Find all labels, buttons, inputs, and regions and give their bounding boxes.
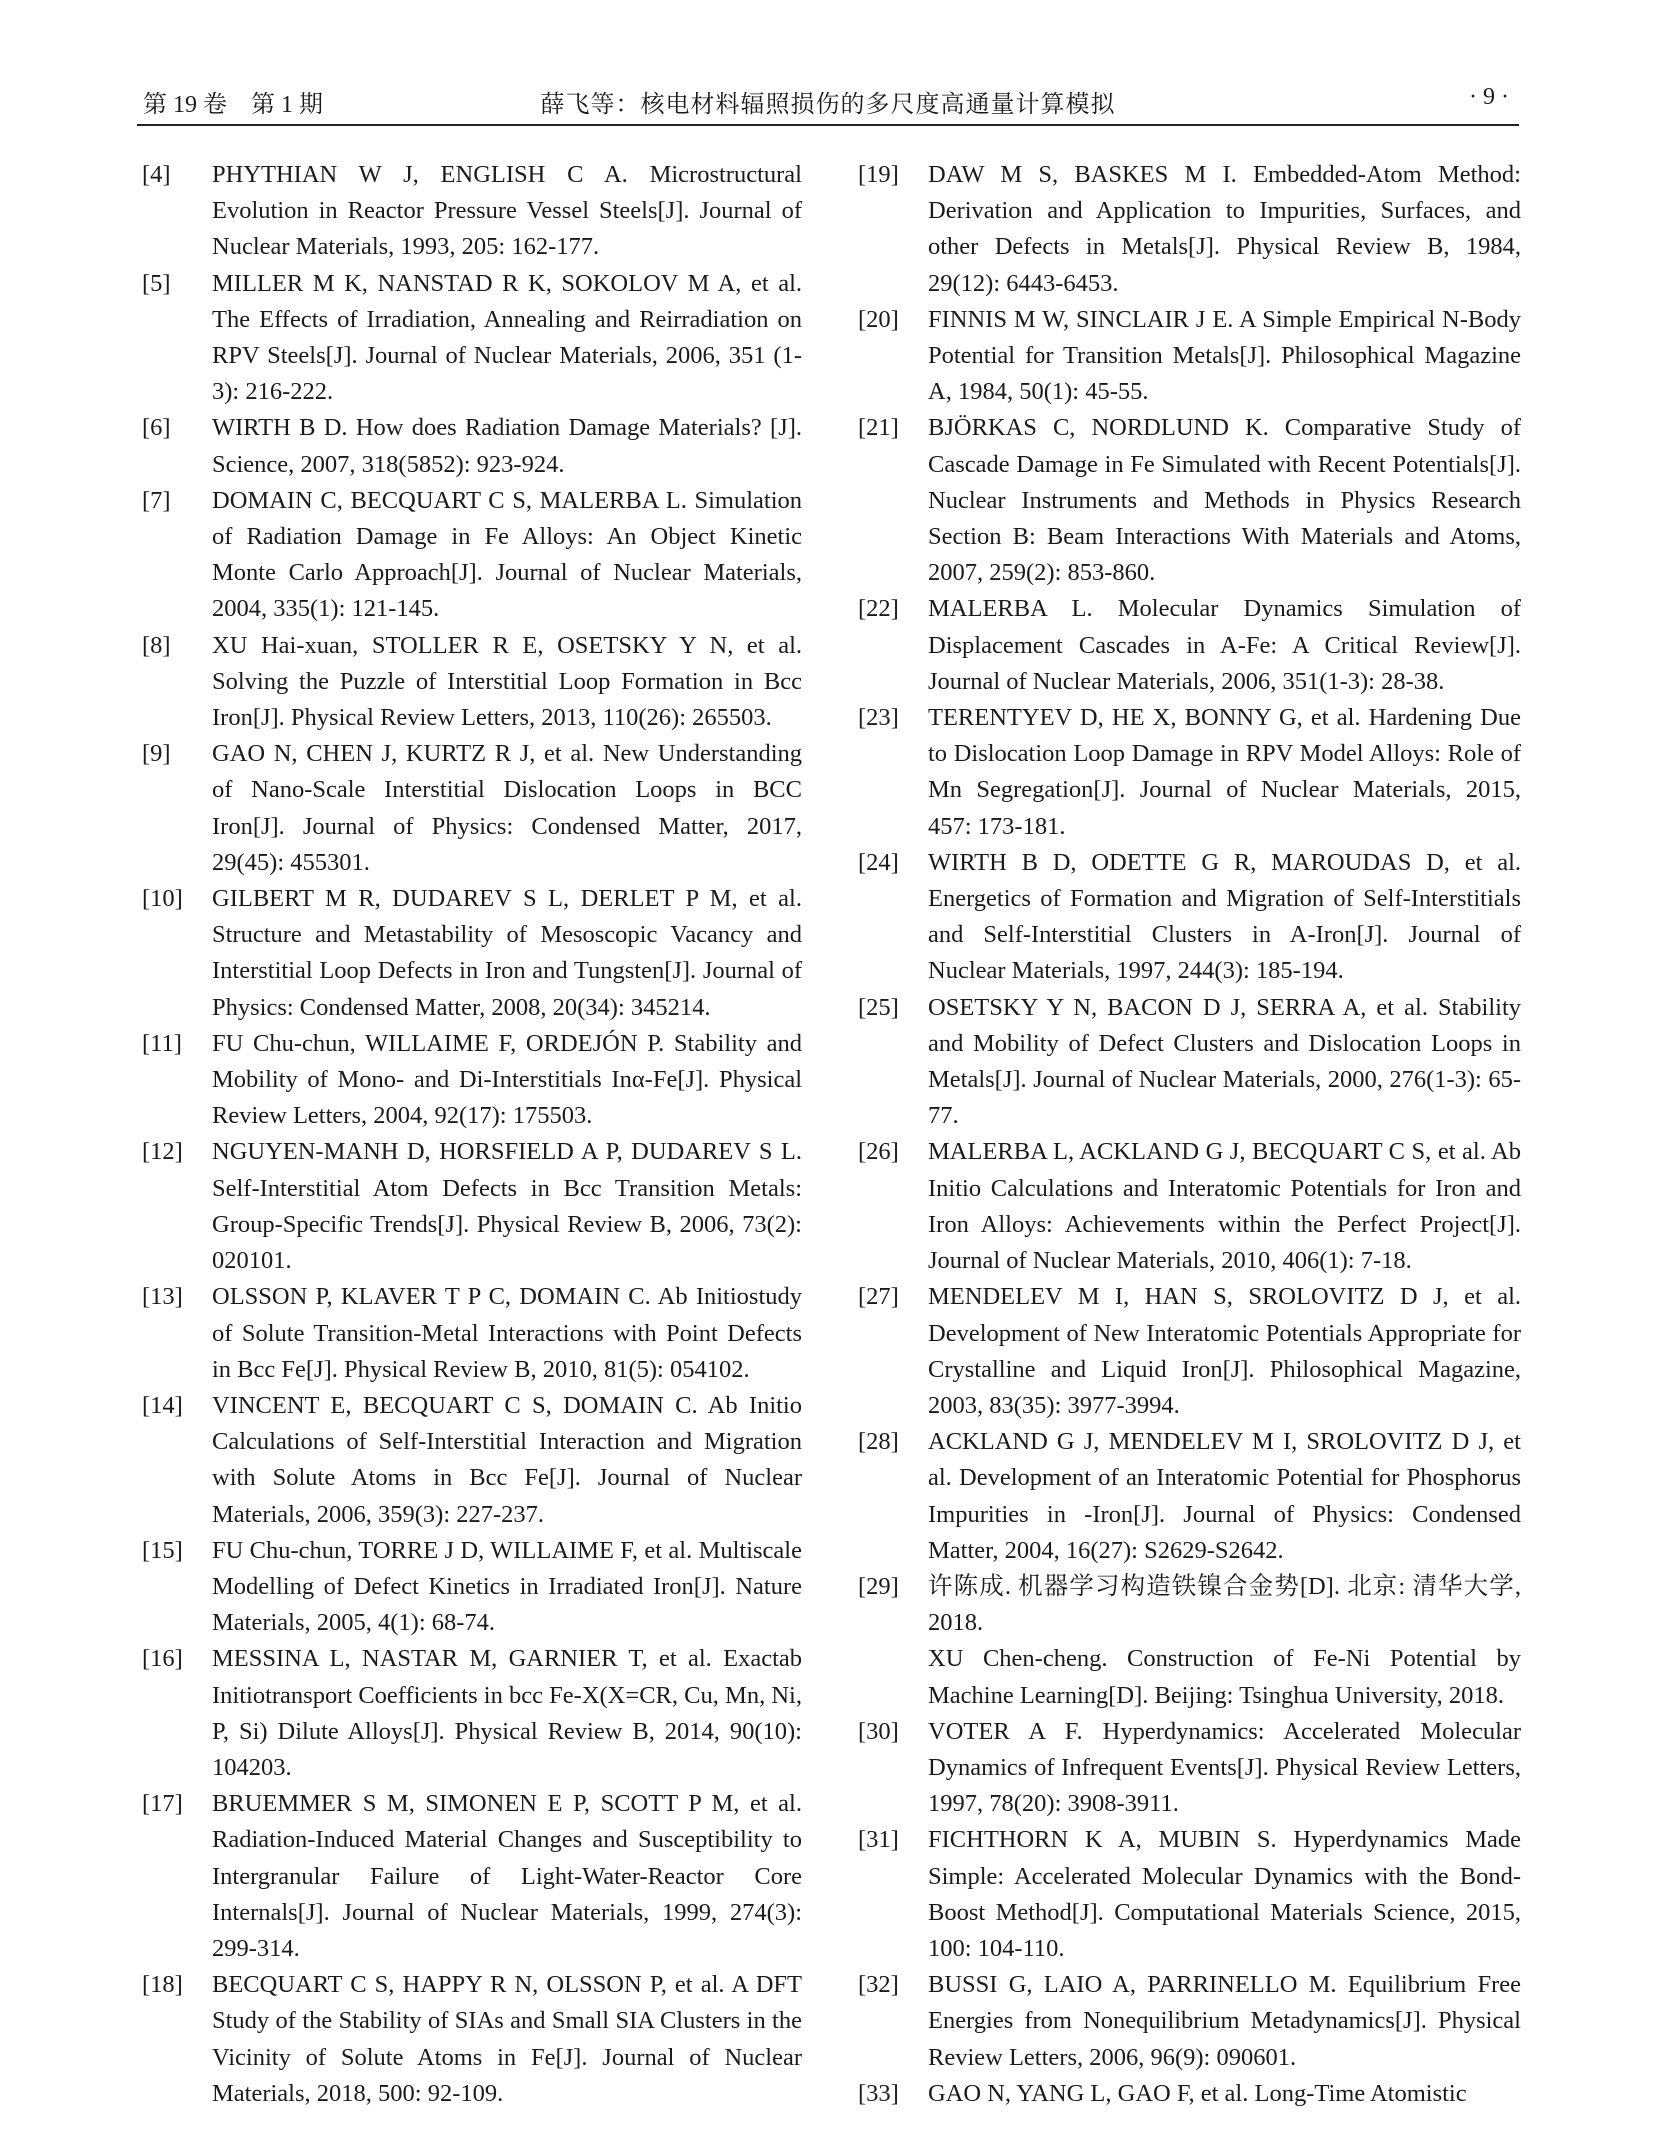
reference-number: [5] (142, 269, 171, 297)
reference-text: GILBERT M R, DUDAREV S L, DERLET P M, et al. Structure and Metastability of Mesoscopic Vacancy and Interstitial Loop Defects in Iron and Tungsten[J]. Journal of Physics: Condensed Matter, 2008, 20(34): 345214. (212, 885, 802, 1021)
reference-number: [29] (858, 1572, 899, 1600)
reference-number: [7] (142, 486, 171, 514)
reference-item (142, 1641, 802, 1786)
reference-number: [25] (858, 993, 899, 1021)
reference-text: XU Hai-xuan, STOLLER R E, OSETSKY Y N, et al. Solving the Puzzle of Interstitial Loop Formation in Bcc Iron[J]. Physical Review Letters, 2013, 110(26): 265503. (212, 631, 802, 732)
reference-item (142, 1279, 802, 1388)
reference-number: [4] (142, 161, 171, 188)
reference-number: [27] (858, 1283, 899, 1311)
reference-text: DAW M S, BASKES M I. Embedded-Atom Method: Derivation and Application to Impurities, Surfaces, and other Defects in Metals[J]. Physical Review B, 1984, 29(12): 6443-6453. (928, 161, 1521, 297)
reference-number: [18] (142, 1971, 183, 1999)
reference-text: BJÖRKAS C, NORDLUND K. Comparative Study of Cascade Damage in Fe Simulated with Recent Potentials[J]. Nuclear Instruments and Methods in Physics Research Section B: Beam Interactions With Materials and Atoms, 2007, 259(2): 853-860. (928, 414, 1521, 587)
reference-item (142, 1967, 802, 2112)
reference-text: MALERBA L. Molecular Dynamics Simulation of Displacement Cascades in A-Fe: A Critical Review[J]. Journal of Nuclear Materials, 2006, 351(1-3): 28-38. (928, 595, 1521, 695)
reference-text: ACKLAND G J, MENDELEV M I, SROLOVITZ D J, et al. Development of an Interatomic Potential for Phosphorus Impurities in -Iron[J]. Journal of Physics: Condensed Matter, 2004, 16(27): S2629-S2642. (928, 1428, 1521, 1564)
reference-text: WIRTH B D. How does Radiation Damage Materials? [J]. Science, 2007, 318(5852): 923-924. (212, 414, 802, 478)
reference-number: [14] (142, 1391, 183, 1419)
reference-text: 许陈成. 机器学习构造铁镍合金势[D]. 北京: 清华大学, 2018. XU Chen-cheng. Construction of Fe-Ni Potential by Machine Learning[D]. Beijing: Tsinghua University, 2018. (928, 1572, 1521, 1709)
reference-text: FU Chu-chun, TORRE J D, WILLAIME F, et al. Multiscale Modelling of Defect Kinetics in Irradiated Iron[J]. Nature Materials, 2005, 4(1): 68-74. (212, 1536, 802, 1637)
reference-text: TERENTYEV D, HE X, BONNY G, et al. Hardening Due to Dislocation Loop Damage in RPV Model Alloys: Role of Mn Segregation[J]. Journal of Nuclear Materials, 2015, 457: 173-181. (928, 704, 1521, 840)
reference-text: VOTER A F. Hyperdynamics: Accelerated Molecular Dynamics of Infrequent Events[J]. Physical Review Letters, 1997, 78(20): 3908-3911. (928, 1717, 1521, 1818)
reference-item (142, 266, 802, 411)
volume-issue: 第 19 卷 第 1 期 (143, 92, 323, 118)
reference-item (142, 1533, 802, 1642)
reference-item (142, 483, 802, 628)
reference-text: PHYTHIAN W J, ENGLISH C A. Microstructural Evolution in Reactor Pressure Vessel Steels[J]. Journal of Nuclear Materials, 1993, 205: 162-177. (212, 161, 802, 261)
reference-item (142, 157, 802, 266)
reference-text: MALERBA L, ACKLAND G J, BECQUART C S, et al. Ab Initio Calculations and Interatomic Potentials for Iron and Iron Alloys: Achievements within the Perfect Project[J]. Journal of Nuclear Materials, 2010, 406(1): 7-18. (928, 1138, 1521, 1275)
reference-number: [12] (142, 1138, 183, 1166)
reference-item (858, 1279, 1521, 1424)
reference-text: FICHTHORN K A, MUBIN S. Hyperdynamics Made Simple: Accelerated Molecular Dynamics with the Bond-Boost Method[J]. Computational Materials Science, 2015, 100: 104-110. (928, 1826, 1521, 1962)
reference-item (142, 1786, 802, 1967)
reference-number: [13] (142, 1283, 183, 1311)
reference-text: BUSSI G, LAIO A, PARRINELLO M. Equilibrium Free Energies from Nonequilibrium Metadynamics[J]. Physical Review Letters, 2006, 96(9): 090601. (928, 1971, 1521, 2071)
reference-text: GAO N, CHEN J, KURTZ R J, et al. New Understanding of Nano-Scale Interstitial Dislocation Loops in BCC Iron[J]. Journal of Physics: Condensed Matter, 2017, 29(45): 455301. (212, 740, 802, 876)
references-right-column (858, 157, 1521, 2112)
reference-text: FU Chu-chun, WILLAIME F, ORDEJÓN P. Stability and Mobility of Mono- and Di-Interstitials Inα-Fe[J]. Physical Review Letters, 2004, 92(17): 175503. (212, 1029, 802, 1130)
reference-item (142, 628, 802, 737)
reference-item (858, 1424, 1521, 1569)
reference-number: [22] (858, 595, 899, 623)
reference-number: [6] (142, 414, 171, 442)
reference-number: [23] (858, 704, 899, 732)
reference-number: [33] (858, 2079, 899, 2107)
reference-text: OLSSON P, KLAVER T P C, DOMAIN C. Ab Initiostudy of Solute Transition-Metal Interactions with Point Defects in Bcc Fe[J]. Physical Review B, 2010, 81(5): 054102. (212, 1283, 802, 1383)
reference-item (858, 591, 1521, 700)
reference-text: MESSINA L, NASTAR M, GARNIER T, et al. Exactab Initiotransport Coefficients in bcc Fe-X(X=CR, Cu, Mn, Ni, P, Si) Dilute Alloys[J]. Physical Review B, 2014, 90(10): 104203. (212, 1645, 802, 1781)
header-rule (137, 124, 1519, 126)
reference-item (858, 302, 1521, 411)
reference-number: [19] (858, 161, 899, 188)
reference-item (858, 1569, 1521, 1714)
reference-item (142, 1134, 802, 1279)
reference-item (142, 1026, 802, 1135)
reference-text: MILLER M K, NANSTAD R K, SOKOLOV M A, et al. The Effects of Irradiation, Annealing and Reirradiation on RPV Steels[J]. Journal of Nuclear Materials, 2006, 351 (1-3): 216-222. (212, 269, 802, 406)
reference-text: BRUEMMER S M, SIMONEN E P, SCOTT P M, et al. Radiation-Induced Material Changes and Susceptibility to Intergranular Failure of Light-Water-Reactor Core Internals[J]. Journal of Nuclear Materials, 1999, 274(3): 299-314. (212, 1790, 802, 1962)
reference-text: NGUYEN-MANH D, HORSFIELD A P, DUDAREV S L. Self-Interstitial Atom Defects in Bcc Transition Metals: Group-Specific Trends[J]. Physical Review B, 2006, 73(2): 020101. (212, 1138, 802, 1275)
running-header (137, 84, 1519, 124)
reference-number: [20] (858, 305, 899, 333)
reference-text: MENDELEV M I, HAN S, SROLOVITZ D J, et al. Development of New Interatomic Potentials Appropriate for Crystalline and Liquid Iron[J]. Philosophical Magazine, 2003, 83(35): 3977-3994. (928, 1283, 1521, 1419)
reference-item (858, 990, 1521, 1135)
reference-text: OSETSKY Y N, BACON D J, SERRA A, et al. Stability and Mobility of Defect Clusters and Dislocation Loops in Metals[J]. Journal of Nuclear Materials, 2000, 276(1-3): 65-77. (928, 993, 1521, 1130)
references-left-column (142, 157, 802, 2112)
reference-number: [10] (142, 885, 183, 913)
reference-item (858, 845, 1521, 990)
reference-item (858, 410, 1521, 591)
reference-number: [16] (142, 1645, 183, 1673)
reference-number: [15] (142, 1536, 183, 1564)
page-number: · 9 · (1469, 84, 1509, 110)
reference-text: BECQUART C S, HAPPY R N, OLSSON P, et al. A DFT Study of the Stability of SIAs and Small SIA Clusters in the Vicinity of Solute Atoms in Fe[J]. Journal of Nuclear Materials, 2018, 500: 92-109. (212, 1971, 802, 2107)
reference-text: DOMAIN C, BECQUART C S, MALERBA L. Simulation of Radiation Damage in Fe Alloys: An Object Kinetic Monte Carlo Approach[J]. Journal of Nuclear Materials, 2004, 335(1): 121-145. (212, 486, 802, 623)
reference-number: [24] (858, 848, 899, 876)
reference-text: VINCENT E, BECQUART C S, DOMAIN C. Ab Initio Calculations of Self-Interstitial Interaction and Migration with Solute Atoms in Bcc Fe[J]. Journal of Nuclear Materials, 2006, 359(3): 227-237. (212, 1391, 802, 1528)
reference-number: [31] (858, 1826, 899, 1854)
reference-number: [28] (858, 1428, 899, 1456)
reference-number: [32] (858, 1971, 899, 1999)
reference-number: [11] (142, 1029, 182, 1057)
reference-item (142, 881, 802, 1026)
reference-item (142, 1388, 802, 1533)
reference-item (858, 1967, 1521, 2076)
article-title: 薛飞等：核电材料辐照损伤的多尺度高通量计算模拟 (540, 92, 1116, 118)
reference-number: [17] (142, 1790, 183, 1818)
reference-number: [21] (858, 414, 899, 442)
reference-item (142, 736, 802, 881)
reference-number: [9] (142, 740, 171, 768)
reference-number: [26] (858, 1138, 899, 1166)
reference-item (858, 157, 1521, 302)
reference-number: [8] (142, 631, 171, 659)
reference-item (858, 700, 1521, 845)
reference-item (858, 1714, 1521, 1823)
reference-item (858, 1134, 1521, 1279)
reference-item (858, 2076, 1521, 2112)
reference-item (142, 410, 802, 482)
reference-text: WIRTH B D, ODETTE G R, MAROUDAS D, et al. Energetics of Formation and Migration of Self-Interstitials and Self-Interstitial Clusters in A-Iron[J]. Journal of Nuclear Materials, 1997, 244(3): 185-194. (928, 848, 1521, 985)
reference-item (858, 1822, 1521, 1967)
reference-text: GAO N, YANG L, GAO F, et al. Long-Time Atomistic (928, 2079, 1467, 2107)
reference-number: [30] (858, 1717, 899, 1745)
reference-text: FINNIS M W, SINCLAIR J E. A Simple Empirical N-Body Potential for Transition Metals[J]. Philosophical Magazine A, 1984, 50(1): 45-55. (928, 305, 1521, 406)
